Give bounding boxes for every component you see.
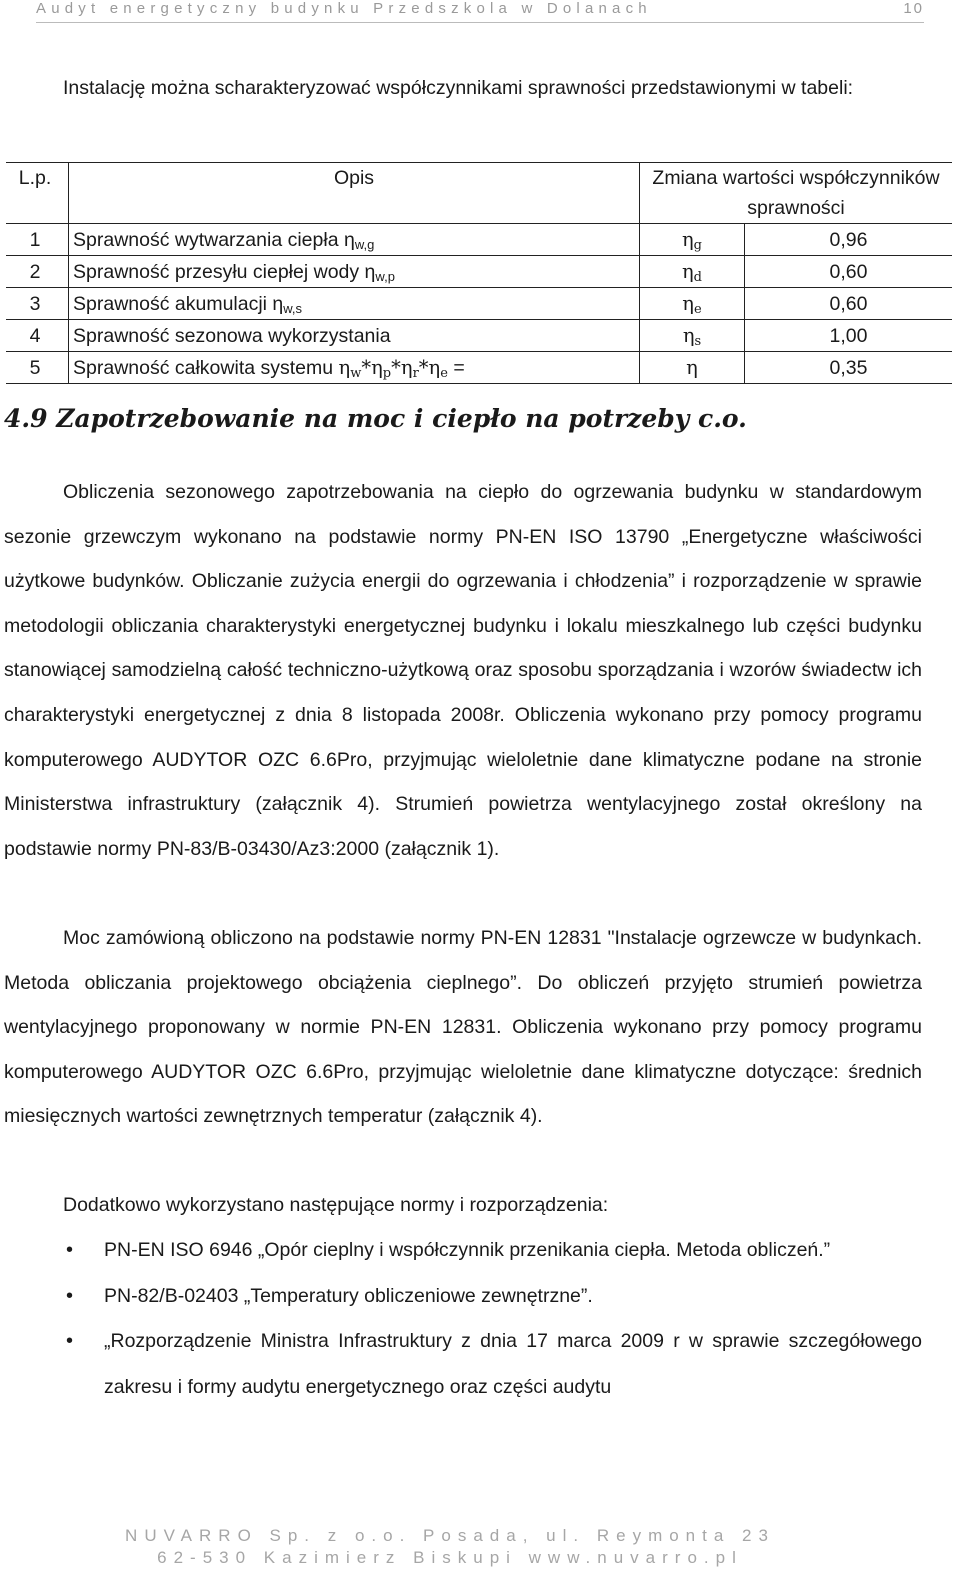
formula-star: * bbox=[418, 355, 429, 379]
paragraph-additional-norms: Dodatkowo wykorzystano następujące normy i rozporządzenia: bbox=[63, 1194, 609, 1216]
cell-lp: 3 bbox=[6, 288, 69, 320]
table-row bbox=[6, 256, 952, 288]
cell-desc bbox=[69, 320, 640, 352]
page-header bbox=[36, 0, 924, 23]
desc-subscript: w,p bbox=[375, 268, 395, 284]
cell-value: 0,60 bbox=[745, 256, 953, 288]
header-title: Audyt energetyczny budynku Przedszkola w Dolanach bbox=[36, 0, 652, 17]
formula-eta: η bbox=[400, 355, 413, 379]
header-value: Zmiana wartości współczynników sprawności bbox=[640, 163, 953, 224]
symbol-eta: η bbox=[682, 323, 695, 347]
symbol-eta: η bbox=[681, 227, 694, 251]
cell-symbol: η bbox=[640, 352, 745, 384]
cell-symbol bbox=[640, 256, 745, 288]
list-item-text: PN-EN ISO 6946 „Opór cieplny i współczynnik przenikania ciepła. Metoda obliczeń.” bbox=[104, 1239, 831, 1261]
formula-star: * bbox=[391, 355, 401, 379]
list-item-text: PN-82/B-02403 „Temperatury obliczeniowe zewnętrzne”. bbox=[104, 1284, 593, 1307]
desc-text: Sprawność przesyłu ciepłej wody η bbox=[73, 260, 376, 283]
table-header-row bbox=[6, 163, 952, 224]
formula-sub: p bbox=[382, 365, 392, 381]
paragraph-ordered-power: Moc zamówioną obliczono na podstawie normy PN-EN 12831 "Instalacje ogrzewcze w budynkach. Metoda obliczania projektowego obciążenia cieplnego”. Do obliczeń przyjęto strumień powietrza wentylacyjnego proponowany w normie PN-EN 12831. Obliczenia wykonano przy pomocy programu komputerowego AUDYTOR OZC 6.6Pro, przyjmując wieloletnie dane klimatyczne dotyczące: średnich miesięcznych wartości zewnętrznych temperatur (załącznik 4). bbox=[4, 927, 922, 1128]
formula-sub: w bbox=[350, 365, 362, 381]
list-item bbox=[4, 1228, 922, 1274]
table-row bbox=[6, 352, 952, 384]
cell-desc bbox=[69, 256, 640, 288]
symbol-subscript: g bbox=[693, 237, 702, 253]
formula-eta: η bbox=[371, 355, 383, 379]
formula-sub: e bbox=[440, 365, 448, 381]
cell-value: 0,35 bbox=[745, 352, 953, 384]
norms-list bbox=[4, 1228, 922, 1410]
bullet-icon: • bbox=[66, 1284, 74, 1307]
cell-symbol bbox=[640, 224, 745, 256]
table-row bbox=[6, 320, 952, 352]
symbol-subscript: s bbox=[694, 333, 702, 349]
cell-lp: 4 bbox=[6, 320, 69, 352]
formula-equals: = bbox=[447, 356, 465, 379]
symbol-subscript: d bbox=[693, 269, 702, 285]
page-number: 10 bbox=[903, 0, 924, 17]
cell-desc bbox=[69, 224, 640, 256]
symbol-eta: η bbox=[682, 291, 694, 315]
formula-eta: η bbox=[428, 355, 441, 379]
cell-lp: 2 bbox=[6, 256, 69, 288]
bullet-icon: • bbox=[66, 1239, 74, 1261]
cell-desc bbox=[69, 352, 640, 384]
desc-text: Sprawność sezonowa wykorzystania bbox=[73, 324, 391, 347]
list-item bbox=[4, 1274, 922, 1320]
desc-subscript: w,s bbox=[283, 300, 303, 316]
list-item bbox=[4, 1319, 922, 1410]
list-item-text: „Rozporządzenie Ministra Infrastruktury z dnia 17 marca 2009 r w sprawie szczegółowego zakresu i formy audytu energetycznego oraz części audytu bbox=[104, 1330, 922, 1398]
cell-value: 0,96 bbox=[745, 224, 953, 256]
intro-paragraph: Instalację można scharakteryzować współczynnikami sprawności przedstawionymi w tabeli: bbox=[63, 77, 854, 99]
formula bbox=[339, 356, 448, 379]
paragraph-calculations: Obliczenia sezonowego zapotrzebowania na ciepło do ogrzewania budynku w standardowym sezonie grzewczym wykonano na podstawie normy PN-EN ISO 13790 „Energetyczne właściwości użytkowe budynków. Obliczanie zużycia energii do ogrzewania i chłodzenia” i rozporządzenie w sprawie metodologii obliczania charakterystyki energetycznej budynku i lokalu mieszkalnego lub części budynku stanowiącej samodzielną całość techniczno-użytkową oraz sposobu sporządzania i wzorów świadectw ich charakterystyki energetycznej z dnia 8 listopada 2008r. Obliczenia wykonano przy pomocy programu komputerowego AUDYTOR OZC 6.6Pro, przyjmując wieloletnie dane klimatyczne podane na stronie Ministerstwa infrastruktury (załącznik 4). Strumień powietrza wentylacyjnego został określony na podstawie normy PN-83/B-03430/Az3:2000 (załącznik 1). bbox=[4, 481, 922, 860]
footer-line-1: NUVARRO Sp. z o.o. Posada, ul. Reymonta 23 bbox=[125, 1526, 775, 1545]
table-row bbox=[6, 224, 952, 256]
cell-lp: 5 bbox=[6, 352, 69, 384]
header-desc: Opis bbox=[69, 163, 640, 224]
desc-text: Sprawność całkowita systemu bbox=[73, 356, 339, 379]
formula-eta: η bbox=[338, 355, 351, 379]
desc-text: Sprawność akumulacji η bbox=[73, 292, 284, 315]
section-heading: 4.9 Zapotrzebowanie na moc i ciepło na potrzeby c.o. bbox=[4, 404, 747, 433]
desc-subscript: w,g bbox=[354, 236, 375, 252]
cell-lp: 1 bbox=[6, 224, 69, 256]
formula-sub: r bbox=[412, 365, 419, 381]
formula-star: * bbox=[361, 355, 372, 379]
symbol-subscript: e bbox=[693, 301, 702, 317]
symbol-eta: η bbox=[681, 259, 694, 283]
cell-desc bbox=[69, 288, 640, 320]
efficiency-table bbox=[6, 162, 952, 384]
footer-line-2: 62-530 Kazimierz Biskupi www.nuvarro.pl bbox=[157, 1548, 743, 1567]
table-row bbox=[6, 288, 952, 320]
cell-value: 0,60 bbox=[745, 288, 953, 320]
cell-symbol bbox=[640, 320, 745, 352]
cell-value: 1,00 bbox=[745, 320, 953, 352]
bullet-icon: • bbox=[66, 1330, 74, 1352]
desc-text: Sprawność wytwarzania ciepła η bbox=[73, 228, 355, 251]
header-lp: L.p. bbox=[6, 163, 69, 224]
cell-symbol bbox=[640, 288, 745, 320]
